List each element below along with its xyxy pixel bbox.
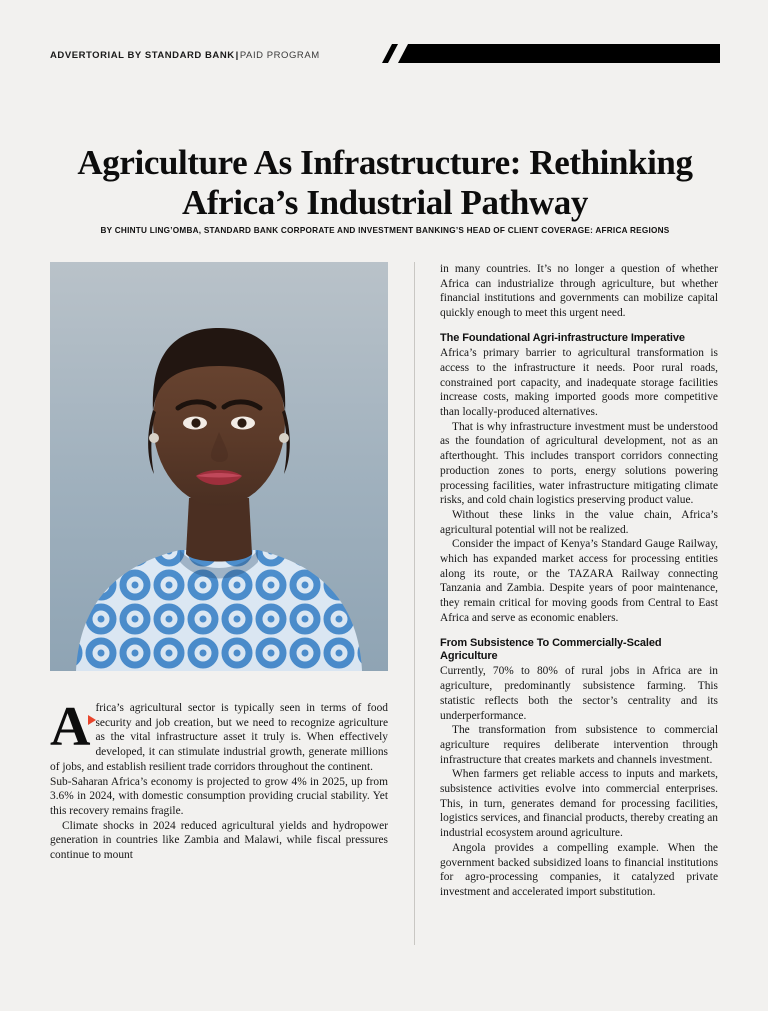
- advertorial-kicker: [50, 50, 320, 61]
- paragraph: Currently, 70% to 80% of rural jobs in Africa are in agriculture, predominantly subsistence farming. This statistic reflects both the sector’s centrality and its underperformance.: [440, 665, 718, 722]
- author-portrait: [50, 262, 388, 671]
- page-title: [50, 143, 720, 222]
- page-header: [50, 44, 720, 66]
- paragraph: Angola provides a compelling example. When the government backed subsidized loans to financial institutions for agro-processing companies, it catalyzed private investment and accelerated import substitution.: [440, 841, 718, 898]
- kicker-sponsor: ADVERTORIAL BY STANDARD BANK: [50, 50, 235, 61]
- paragraph: Consider the impact of Kenya’s Standard Gauge Railway, which has expanded market access for processing entities along its route, or the TAZARA Railway connecting Tanzania and Zambia. Despite years of poor maintenance, they remain critical for moving goods from Central to East Africa and serve as economic enablers.: [440, 538, 718, 624]
- right-column: [440, 262, 718, 900]
- paragraph: That is why infrastructure investment must be understood as the foundation of agricultural development, not as an afterthought. This includes transport corridors connecting production zones to ports, energy solutions powering processing facilities, water infrastructure mitigating climate risks, and cold chain logistics preserving product value.: [440, 420, 718, 507]
- title-line-1: Agriculture As Infrastructure: Rethinking: [77, 143, 693, 183]
- title-line-2: Africa’s Industrial Pathway: [182, 182, 588, 222]
- paragraph: When farmers get reliable access to inputs and markets, subsistence activities evolve into commercial enterprises. This, in turn, generates demand for processing facilities, logistics services, and financial products, thereby creating an industrial ecosystem around agriculture.: [440, 768, 718, 840]
- accent-triangle-icon: [88, 715, 96, 725]
- column-divider: [414, 262, 415, 945]
- paragraph: Africa’s primary barrier to agricultural transformation is access to the infrastructure it needs. Poor rural roads, constrained port capacity, and inadequate storage facilities increase costs, making imported goods more competitive than locally-produced alternatives.: [440, 347, 718, 419]
- paragraph: frica’s agricultural sector is typically seen in terms of food security and job creation, but we need to recognize agriculture as the vital infrastructure asset it truly is. When effectively developed, it can stimulate industrial growth, generate millions of jobs, and establish resilient trade corridors throughout the continent.: [50, 702, 388, 773]
- left-column-text: [50, 696, 388, 863]
- kicker-separator: |: [235, 50, 239, 61]
- header-black-bar: [398, 44, 720, 63]
- section-subhead: From Subsistence To Commercially-Scaled Agriculture: [440, 636, 662, 662]
- paragraph: The transformation from subsistence to commercial agriculture requires deliberate intervention through infrastructure that creates markets and channels investment.: [440, 724, 718, 766]
- section-subhead: The Foundational Agri-infrastructure Imperative: [440, 331, 685, 344]
- kicker-paid-program: PAID PROGRAM: [239, 50, 320, 61]
- paragraph: Without these links in the value chain, Africa’s agricultural potential will not be realized.: [440, 508, 718, 536]
- paragraph: in many countries. It’s no longer a question of whether Africa can industrialize through agriculture, but whether financial institutions and governments can mobilize capital quickly enough to meet this urgent need.: [440, 263, 718, 320]
- left-column: [50, 262, 388, 863]
- right-column-text: [440, 262, 718, 900]
- drop-cap: A: [50, 696, 91, 758]
- paragraph: Climate shocks in 2024 reduced agricultural yields and hydropower generation in countries like Zambia and Malawi, while fiscal pressures continue to mount: [50, 819, 388, 862]
- header-bar-notch: [382, 44, 398, 63]
- dropcap-paragraph: [50, 696, 388, 775]
- article-byline: BY CHINTU LING’OMBA, STANDARD BANK CORPORATE AND INVESTMENT BANKING’S HEAD OF CLIENT COVERAGE: AFRICA REGIONS: [100, 226, 670, 235]
- paragraph: Sub-Saharan Africa’s economy is projected to grow 4% in 2025, up from 3.6% in 2024, with domestic consumption providing crucial stability. Yet this recovery remains fragile.: [50, 775, 388, 817]
